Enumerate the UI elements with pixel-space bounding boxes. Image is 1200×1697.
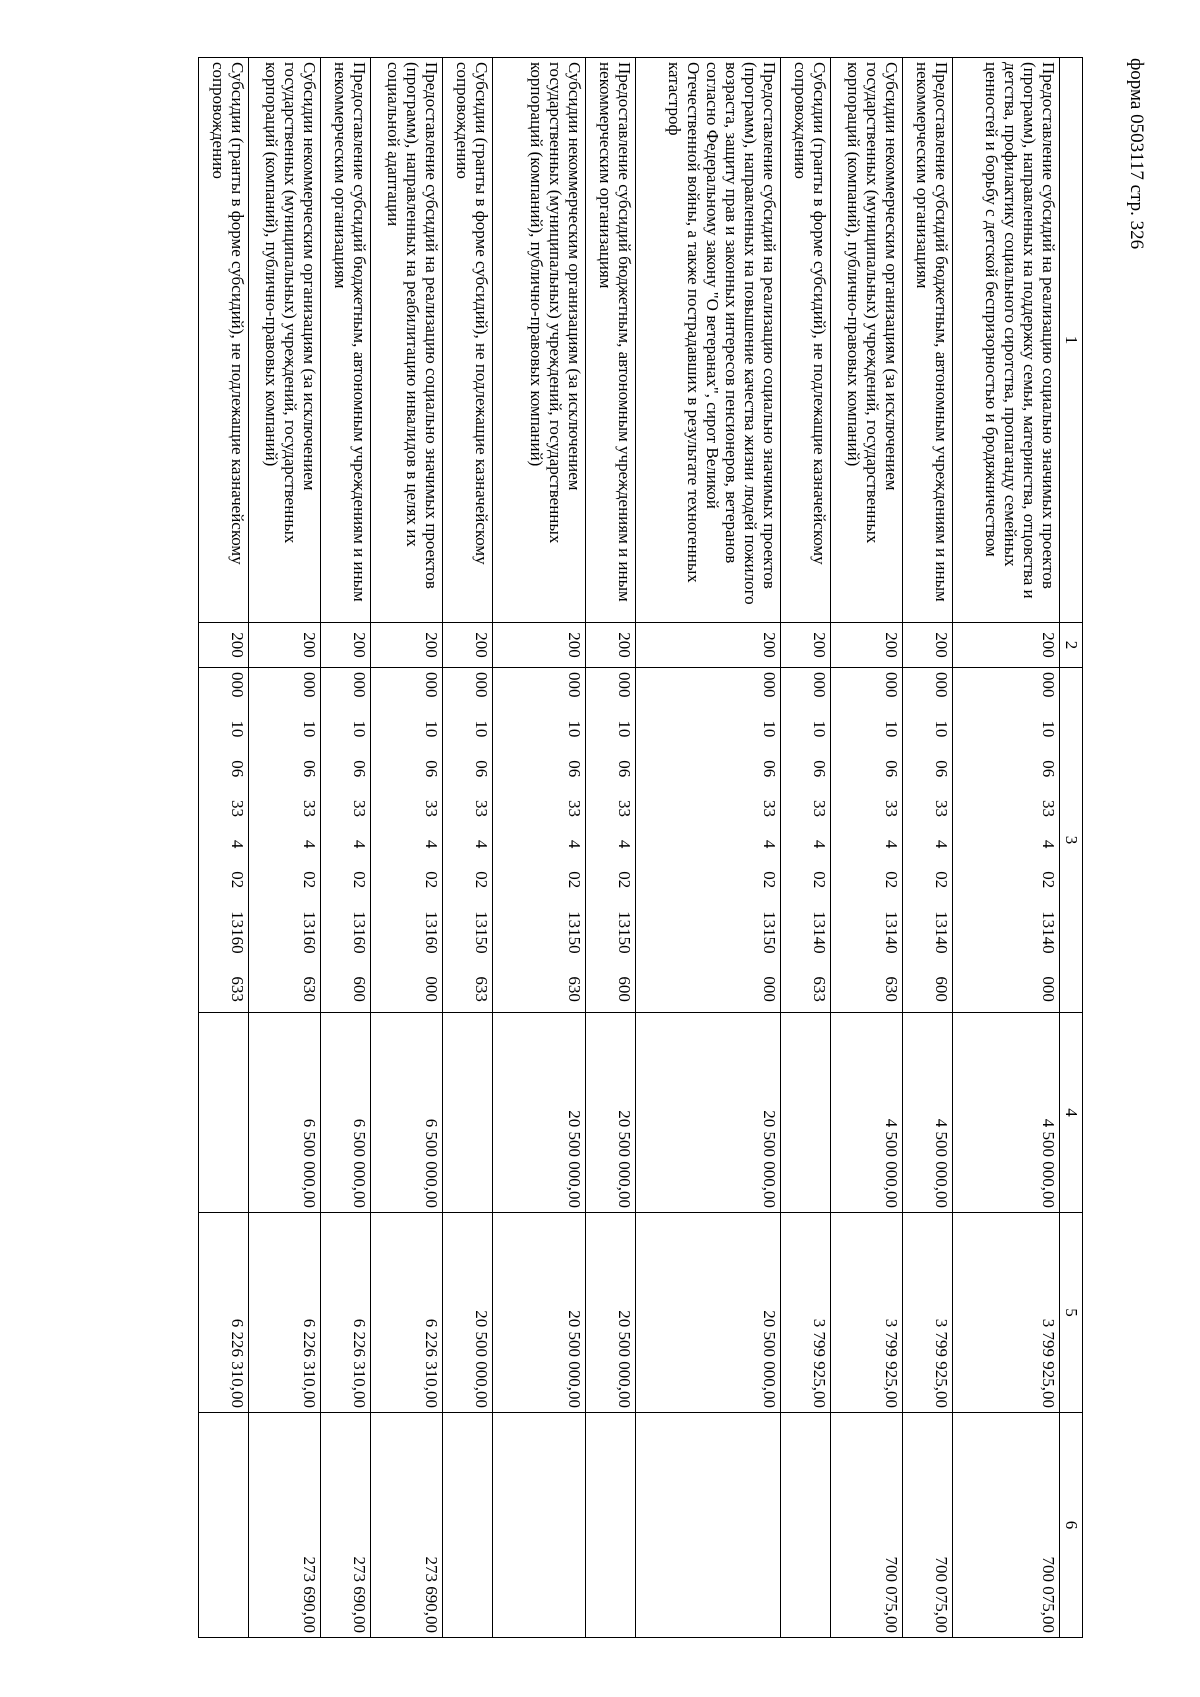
row-remaining-amount: 273 690,00 [249, 1413, 321, 1638]
code-segment: 4 [350, 839, 369, 849]
row-budget-code [953, 668, 1060, 1013]
row-line-code: 200 [781, 623, 831, 668]
header-row [1060, 58, 1083, 1638]
col-header-6: 6 [1060, 1413, 1083, 1638]
code-segment: 10 [760, 720, 779, 738]
row-approved-amount [199, 1013, 249, 1213]
code-segment: 000 [472, 672, 491, 698]
row-line-code: 200 [371, 623, 443, 668]
row-executed-amount: 6 226 310,00 [199, 1213, 249, 1413]
row-budget-code [199, 668, 249, 1013]
code-segment: 06 [615, 760, 634, 778]
code-segment: 06 [1039, 760, 1058, 778]
code-segment: 13160 [228, 911, 247, 954]
code-segment: 4 [882, 839, 901, 849]
budget-code-segments [565, 672, 584, 1008]
code-segment: 33 [350, 800, 369, 818]
code-segment: 000 [1039, 672, 1058, 698]
row-description: Субсидии некоммерческим организациям (за исключением государственных (муниципальных) учреждений, государственных корпораций (компаний), публично-правовых компаний) [831, 58, 903, 623]
row-description: Субсидии некоммерческим организациям (за исключением государственных (муниципальных) учреждений, государственных корпораций (компаний), публично-правовых компаний) [493, 58, 586, 623]
row-remaining-amount [493, 1413, 586, 1638]
code-segment: 02 [1039, 871, 1058, 889]
code-segment: 13160 [300, 911, 319, 954]
code-segment: 13150 [565, 911, 584, 954]
code-segment: 33 [228, 800, 247, 818]
code-segment: 4 [615, 839, 634, 849]
code-segment: 10 [472, 720, 491, 738]
code-segment: 633 [472, 976, 491, 1002]
code-segment: 000 [760, 672, 779, 698]
code-segment: 06 [350, 760, 369, 778]
code-segment: 000 [1039, 976, 1058, 1002]
row-line-code: 200 [636, 623, 781, 668]
code-segment: 06 [565, 760, 584, 778]
code-segment: 4 [228, 839, 247, 849]
row-approved-amount [443, 1013, 493, 1213]
code-segment: 000 [350, 672, 369, 698]
code-segment: 630 [565, 976, 584, 1002]
code-segment: 633 [810, 976, 829, 1002]
row-executed-amount: 20 500 000,00 [443, 1213, 493, 1413]
code-segment: 06 [472, 760, 491, 778]
code-segment: 4 [932, 839, 951, 849]
row-line-code: 200 [903, 623, 953, 668]
table-row [636, 58, 781, 1638]
row-description: Предоставление субсидий бюджетным, автономным учреждениям и иным некоммерческим организациям [903, 58, 953, 623]
code-segment: 33 [932, 800, 951, 818]
report-table [198, 57, 1083, 1638]
code-segment: 10 [422, 720, 441, 738]
col-header-5: 5 [1060, 1213, 1083, 1413]
code-segment: 600 [932, 976, 951, 1002]
budget-code-segments [300, 672, 319, 1008]
row-description: Субсидии (гранты в форме субсидий), не подлежащие казначейскому сопровождению [443, 58, 493, 623]
col-header-3: 3 [1060, 668, 1083, 1013]
row-remaining-amount [443, 1413, 493, 1638]
row-line-code: 200 [493, 623, 586, 668]
row-approved-amount: 4 500 000,00 [953, 1013, 1060, 1213]
row-approved-amount: 6 500 000,00 [249, 1013, 321, 1213]
row-description: Субсидии (гранты в форме субсидий), не подлежащие казначейскому сопровождению [781, 58, 831, 623]
code-segment: 06 [422, 760, 441, 778]
row-executed-amount: 3 799 925,00 [781, 1213, 831, 1413]
code-segment: 630 [882, 976, 901, 1002]
code-segment: 33 [882, 800, 901, 818]
code-segment: 10 [882, 720, 901, 738]
code-segment: 630 [300, 976, 319, 1002]
code-segment: 06 [760, 760, 779, 778]
row-approved-amount: 6 500 000,00 [371, 1013, 443, 1213]
table-row [831, 58, 903, 1638]
code-segment: 02 [760, 871, 779, 889]
code-segment: 10 [228, 720, 247, 738]
budget-code-segments [1039, 672, 1058, 1008]
row-remaining-amount: 700 075,00 [953, 1413, 1060, 1638]
row-budget-code [493, 668, 586, 1013]
code-segment: 33 [810, 800, 829, 818]
table-row [199, 58, 249, 1638]
budget-code-segments [882, 672, 901, 1008]
row-description: Субсидии некоммерческим организациям (за исключением государственных (муниципальных) учреждений, государственных корпораций (компаний), публично-правовых компаний) [249, 58, 321, 623]
row-description: Предоставление субсидий бюджетным, автономным учреждениям и иным некоммерческим организациям [586, 58, 636, 623]
row-executed-amount: 20 500 000,00 [636, 1213, 781, 1413]
code-segment: 10 [350, 720, 369, 738]
code-segment: 13140 [882, 911, 901, 954]
code-segment: 02 [422, 871, 441, 889]
table-row [903, 58, 953, 1638]
row-approved-amount: 20 500 000,00 [636, 1013, 781, 1213]
row-executed-amount: 3 799 925,00 [903, 1213, 953, 1413]
col-header-1: 1 [1060, 58, 1083, 623]
code-segment: 02 [882, 871, 901, 889]
row-executed-amount: 20 500 000,00 [493, 1213, 586, 1413]
code-segment: 10 [1039, 720, 1058, 738]
code-segment: 000 [422, 976, 441, 1002]
row-description: Предоставление субсидий на реализацию социально значимых проектов (программ), направленных на реабилитацию инвалидов в целях их социальной адаптации [371, 58, 443, 623]
code-segment: 10 [810, 720, 829, 738]
row-budget-code [831, 668, 903, 1013]
code-segment: 13150 [615, 911, 634, 954]
row-approved-amount [781, 1013, 831, 1213]
budget-code-segments [932, 672, 951, 1008]
code-segment: 13140 [932, 911, 951, 954]
code-segment: 02 [228, 871, 247, 889]
code-segment: 33 [565, 800, 584, 818]
col-header-2: 2 [1060, 623, 1083, 668]
row-remaining-amount [781, 1413, 831, 1638]
row-approved-amount: 20 500 000,00 [586, 1013, 636, 1213]
code-segment: 13150 [760, 911, 779, 954]
code-segment: 4 [565, 839, 584, 849]
code-segment: 33 [300, 800, 319, 818]
row-executed-amount: 3 799 925,00 [953, 1213, 1060, 1413]
table-body [199, 58, 1060, 1638]
code-segment: 02 [350, 871, 369, 889]
row-line-code: 200 [443, 623, 493, 668]
code-segment: 000 [882, 672, 901, 698]
code-segment: 06 [932, 760, 951, 778]
row-executed-amount: 20 500 000,00 [586, 1213, 636, 1413]
table-row [371, 58, 443, 1638]
row-budget-code [636, 668, 781, 1013]
code-segment: 13140 [1039, 911, 1058, 954]
row-budget-code [321, 668, 371, 1013]
row-executed-amount: 6 226 310,00 [371, 1213, 443, 1413]
row-description: Предоставление субсидий бюджетным, автономным учреждениям и иным некоммерческим организациям [321, 58, 371, 623]
col-header-4: 4 [1060, 1013, 1083, 1213]
code-segment: 02 [300, 871, 319, 889]
code-segment: 33 [760, 800, 779, 818]
code-segment: 02 [615, 871, 634, 889]
code-segment: 06 [882, 760, 901, 778]
code-segment: 06 [228, 760, 247, 778]
table-row [953, 58, 1060, 1638]
code-segment: 000 [565, 672, 584, 698]
code-segment: 000 [760, 976, 779, 1002]
row-description: Субсидии (гранты в форме субсидий), не подлежащие казначейскому сопровождению [199, 58, 249, 623]
code-segment: 4 [300, 839, 319, 849]
table-row [586, 58, 636, 1638]
row-executed-amount: 6 226 310,00 [321, 1213, 371, 1413]
row-remaining-amount [586, 1413, 636, 1638]
code-segment: 06 [300, 760, 319, 778]
code-segment: 10 [300, 720, 319, 738]
budget-code-segments [615, 672, 634, 1008]
table-row [249, 58, 321, 1638]
code-segment: 13160 [422, 911, 441, 954]
code-segment: 600 [615, 976, 634, 1002]
row-remaining-amount [636, 1413, 781, 1638]
code-segment: 13150 [472, 911, 491, 954]
rotated-page [83, 57, 1083, 1637]
code-segment: 33 [615, 800, 634, 818]
table-row [781, 58, 831, 1638]
code-segment: 13160 [350, 911, 369, 954]
code-segment: 06 [810, 760, 829, 778]
code-segment: 13140 [810, 911, 829, 954]
budget-code-segments [810, 672, 829, 1008]
code-segment: 4 [472, 839, 491, 849]
row-remaining-amount: 700 075,00 [831, 1413, 903, 1638]
row-remaining-amount: 273 690,00 [371, 1413, 443, 1638]
code-segment: 02 [565, 871, 584, 889]
table-row [321, 58, 371, 1638]
code-segment: 02 [472, 871, 491, 889]
table-row [443, 58, 493, 1638]
code-segment: 000 [228, 672, 247, 698]
row-executed-amount: 3 799 925,00 [831, 1213, 903, 1413]
row-description: Предоставление субсидий на реализацию социально значимых проектов (программ), направленных на поддержку семьи, материнства, отцовства и детства, профилактику социального сиротства, пропаганду семейных ценностей и борьбу с детской беспризорностью и бродяжничеством [953, 58, 1060, 623]
code-segment: 000 [422, 672, 441, 698]
row-remaining-amount [199, 1413, 249, 1638]
budget-code-segments [472, 672, 491, 1008]
code-segment: 4 [810, 839, 829, 849]
code-segment: 000 [932, 672, 951, 698]
row-budget-code [586, 668, 636, 1013]
row-executed-amount: 6 226 310,00 [249, 1213, 321, 1413]
budget-code-segments [422, 672, 441, 1008]
row-line-code: 200 [199, 623, 249, 668]
row-budget-code [371, 668, 443, 1013]
table-row [493, 58, 586, 1638]
code-segment: 10 [932, 720, 951, 738]
budget-code-segments [228, 672, 247, 1008]
code-segment: 4 [1039, 839, 1058, 849]
code-segment: 33 [1039, 800, 1058, 818]
row-remaining-amount: 273 690,00 [321, 1413, 371, 1638]
code-segment: 000 [810, 672, 829, 698]
code-segment: 633 [228, 976, 247, 1002]
code-segment: 02 [932, 871, 951, 889]
row-approved-amount: 4 500 000,00 [831, 1013, 903, 1213]
code-segment: 4 [760, 839, 779, 849]
row-line-code: 200 [831, 623, 903, 668]
row-budget-code [781, 668, 831, 1013]
code-segment: 02 [810, 871, 829, 889]
row-line-code: 200 [953, 623, 1060, 668]
row-budget-code [443, 668, 493, 1013]
code-segment: 000 [615, 672, 634, 698]
row-description: Предоставление субсидий на реализацию социально значимых проектов (программ), направленных на повышение качества жизни людей пожилого возраста, защиту прав и законных интересов пенсионеров, ветеранов согласно Федеральному закону "О ветеранах", сирот Великой Отечественной войны, а также пострадавших в результате техногенных катастроф [636, 58, 781, 623]
row-line-code: 200 [249, 623, 321, 668]
code-segment: 10 [615, 720, 634, 738]
budget-code-segments [760, 672, 779, 1008]
code-segment: 4 [422, 839, 441, 849]
code-segment: 600 [350, 976, 369, 1002]
code-segment: 33 [472, 800, 491, 818]
row-approved-amount: 6 500 000,00 [321, 1013, 371, 1213]
row-line-code: 200 [586, 623, 636, 668]
row-approved-amount: 4 500 000,00 [903, 1013, 953, 1213]
row-line-code: 200 [321, 623, 371, 668]
row-budget-code [249, 668, 321, 1013]
code-segment: 10 [565, 720, 584, 738]
form-header: форма 0503117 стр. 326 [1126, 58, 1147, 250]
row-remaining-amount: 700 075,00 [903, 1413, 953, 1638]
row-approved-amount: 20 500 000,00 [493, 1013, 586, 1213]
row-budget-code [903, 668, 953, 1013]
code-segment: 33 [422, 800, 441, 818]
code-segment: 000 [300, 672, 319, 698]
budget-code-segments [350, 672, 369, 1008]
